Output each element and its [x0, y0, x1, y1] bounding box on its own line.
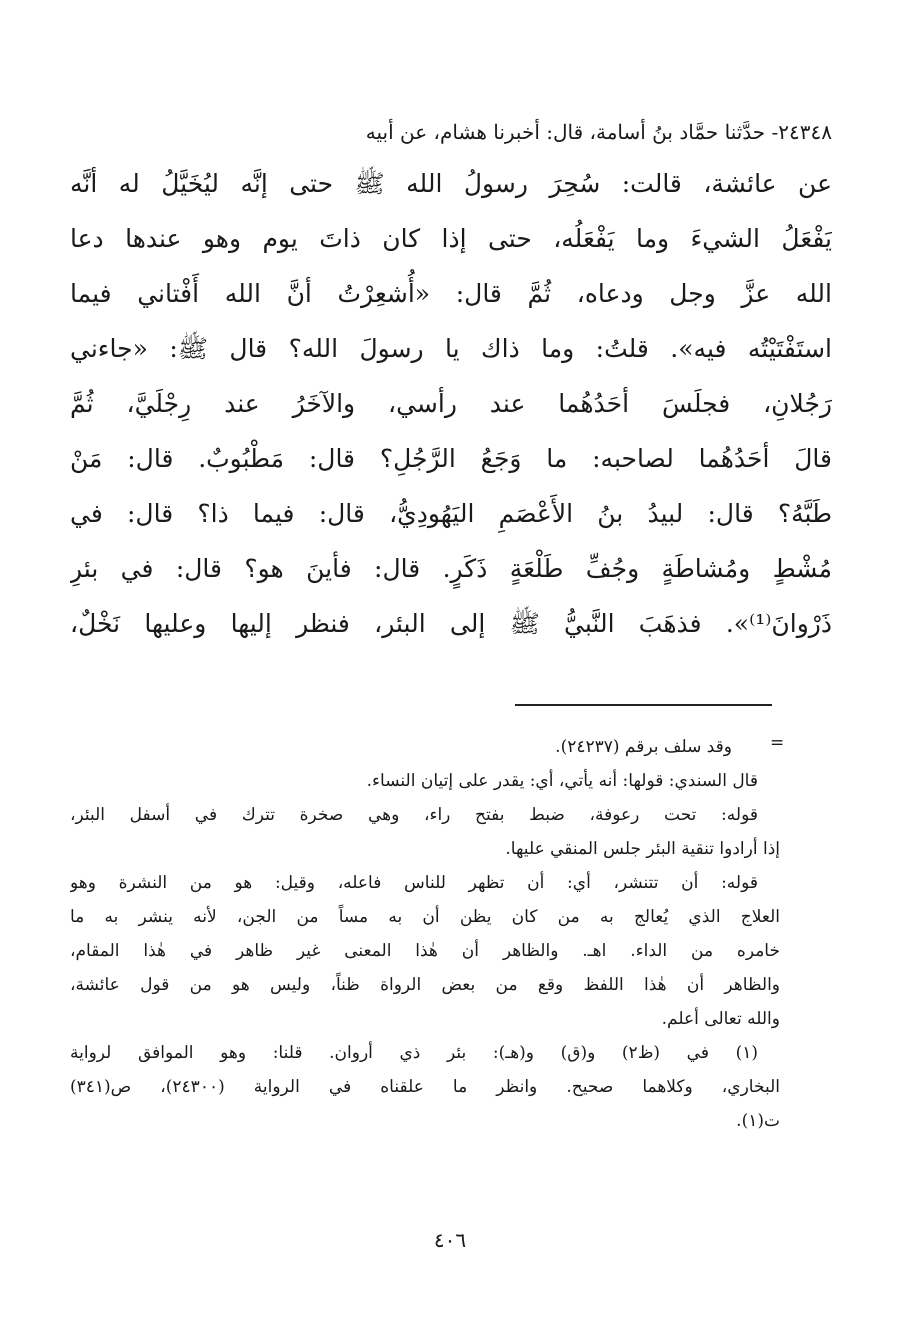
- footnote-line: العلاج الذي يُعالج به من كان يظن أن به مساً من الجن، لأنه ينشر به ما: [70, 907, 780, 927]
- text-line: الله عزَّ وجل ودعاه، ثُمَّ قال: «أُشعِرْتُ أنَّ الله أَفْتاني فيما: [70, 279, 832, 308]
- footnote-line: قوله: أن تتنشر، أي: أن تظهر للناس فاعله، وقيل: هو من النشرة وهو: [70, 873, 758, 893]
- footnotes: [70, 730, 780, 1138]
- footnote-line: وقد سلف برقم (٢٤٢٣٧).: [555, 737, 732, 757]
- text-line: يَفْعَلُ الشيءَ وما يَفْعَلُه، حتى إذا كان ذاتَ يوم وهو عندها دعا: [70, 224, 832, 253]
- text-line: ذَرْوانَ⁽¹⁾». فذهَبَ النَّبيُّ ﷺ إلى البئر، فنظر إليها وعليها نَخْلٌ،: [70, 609, 832, 638]
- text-line: طَبَّهُ؟ قال: لبيدُ بنُ الأَعْصَمِ اليَهُودِيُّ، قال: فيما ذا؟ قال: في: [70, 499, 832, 528]
- hadith-header: ٢٤٣٤٨- حدَّثنا حمَّاد بنُ أسامة، قال: أخبرنا هشام، عن أبيه: [365, 120, 832, 144]
- footnote-line: والظاهر أن هٰذا اللفظ وقع من بعض الرواة ظناً، وليس هو من قول عائشة،: [70, 975, 780, 995]
- continuation-mark: =: [770, 733, 785, 753]
- footnote-line: إذا أرادوا تنقية البئر جلس المنقي عليها.: [505, 839, 780, 859]
- footnote-line: (١) في (ظ٢) و(ق) و(هـ): بئر ذي أروان. قلنا: وهو الموافق لرواية: [70, 1043, 758, 1063]
- footnote-line: قال السندي: قولها: أنه يأتي، أي: يقدر على إتيان النساء.: [366, 771, 758, 791]
- text-line: عن عائشة، قالت: سُحِرَ رسولُ الله ﷺ حتى إنَّه ليُخَيَّلُ له أنَّه: [70, 169, 832, 198]
- footnote-line: والله تعالى أعلم.: [661, 1009, 780, 1029]
- footnote-line: البخاري، وكلاهما صحيح. وانظر ما علقناه في الرواية (٢٤٣٠٠)، ص(٣٤١): [70, 1077, 780, 1097]
- text-line: مُشْطٍ ومُشاطَةٍ وجُفِّ طَلْعَةٍ ذَكَرٍ. قال: فأينَ هو؟ قال: في بئرِ: [70, 554, 832, 583]
- footnote-separator: [515, 704, 772, 706]
- footnote-line: قوله: تحت رعوفة، ضبط بفتح راء، وهي صخرة تترك في أسفل البئر،: [70, 805, 758, 825]
- text-line: رَجُلانِ، فجلَسَ أحَدُهُما عند رأسي، والآخَرُ عند رِجْلَيَّ، ثُمَّ: [70, 389, 832, 418]
- footnote-line: خامره من الداء. اهـ. والظاهر أن هٰذا المعنى غير ظاهر في هٰذا المقام،: [70, 941, 780, 961]
- page-number: ٤٠٦: [433, 1228, 467, 1252]
- main-text: [70, 112, 832, 651]
- text-line: استَفْتَيْتُه فيه». قلتُ: وما ذاك يا رسولَ الله؟ قال ﷺ: «جاءني: [70, 334, 832, 363]
- footnote-line: ت(١).: [736, 1111, 780, 1131]
- text-line: قالَ أحَدُهُما لصاحبه: ما وَجَعُ الرَّجُلِ؟ قال: مَطْبُوبٌ. قال: مَنْ: [70, 444, 832, 473]
